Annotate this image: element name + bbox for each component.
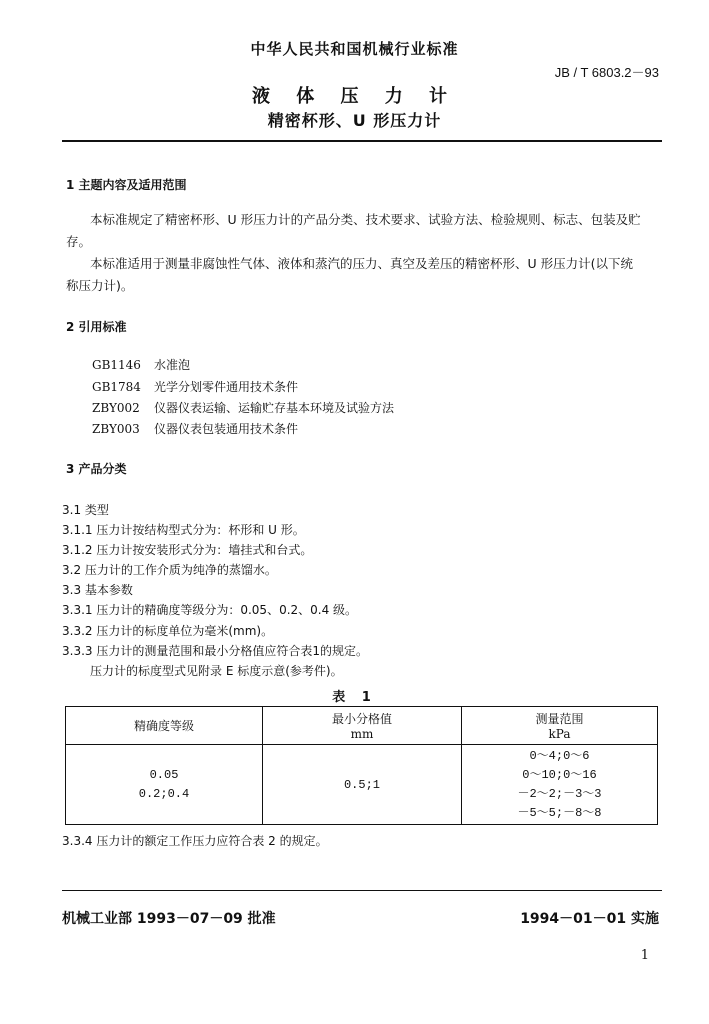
clause-3-2: 3.2 压力计的工作介质为纯净的蒸馏水。 [62, 563, 277, 577]
section-2-heading: 2 引用标准 [66, 320, 127, 334]
document-title: 液 体 压 力 计 [251, 86, 458, 107]
section-1-para-2-line-2: 称压力计)。 [66, 278, 134, 293]
clause-3-1-1: 3.1.1 压力计按结构型式分为：杯形和 U 形。 [62, 523, 305, 537]
range-cell [462, 745, 658, 825]
reference-item [92, 399, 394, 416]
reference-title: 水准泡 [154, 358, 191, 372]
clause-3-1: 3.1 类型 [62, 503, 109, 517]
clause-3-3-1: 3.3.1 压力计的精确度等级分为：0.05、0.2、0.4 级。 [62, 603, 358, 617]
header-division [263, 707, 462, 745]
range-value: －5～5;－8～8 [517, 805, 602, 820]
accuracy-value: 0.2;0.4 [138, 786, 190, 801]
reference-title: 仪器仪表包装通用技术条件 [154, 422, 299, 436]
clause-3-1-2: 3.1.2 压力计按安装形式分为：墙挂式和台式。 [62, 543, 313, 557]
approval-line: 机械工业部 1993－07－09 批准 [62, 911, 276, 927]
accuracy-cell [66, 745, 263, 825]
accuracy-value: 0.05 [149, 767, 179, 782]
page-number: 1 [640, 948, 649, 963]
range-value: 0～4;0～6 [529, 748, 590, 763]
reference-title: 光学分划零件通用技术条件 [154, 380, 299, 394]
table-header-row [66, 707, 658, 745]
clause-3-3-3-note: 压力计的标度型式见附录 E 标度示意(参考件)。 [90, 664, 343, 678]
reference-item [92, 378, 298, 395]
header-range-label: 测量范围 [535, 712, 584, 726]
clause-3-3: 3.3 基本参数 [62, 583, 133, 597]
header-range-unit: kPa [548, 727, 571, 741]
document-subtitle: 精密杯形、U 形压力计 [267, 111, 442, 130]
reference-code: ZBY002 [92, 401, 140, 415]
reference-title: 仪器仪表运输、运输贮存基本环境及试验方法 [154, 401, 395, 415]
implementation-line: 1994－01－01 实施 [520, 911, 659, 927]
header-accuracy: 精确度等级 [66, 707, 263, 745]
header-range [462, 707, 658, 745]
table-1 [65, 706, 658, 825]
header-division-unit: mm [350, 727, 374, 741]
clause-3-3-3: 3.3.3 压力计的测量范围和最小分格值应符合表1的规定。 [62, 644, 368, 658]
range-value: －2～2;－3～3 [517, 786, 602, 801]
clause-3-3-2: 3.3.2 压力计的标度单位为毫米(mm)。 [62, 624, 274, 638]
division-cell: 0.5;1 [263, 745, 462, 825]
clause-3-3-4: 3.3.4 压力计的额定工作压力应符合表 2 的规定。 [62, 834, 328, 848]
standard-code: JB / T 6803.2－93 [554, 65, 659, 80]
reference-code: GB1146 [92, 358, 141, 372]
reference-code: GB1784 [92, 380, 141, 394]
section-3-heading: 3 产品分类 [66, 462, 127, 476]
reference-item [92, 420, 298, 437]
header-divider [62, 140, 662, 142]
section-1-para-1-line-1: 本标准规定了精密杯形、U 形压力计的产品分类、技术要求、试验方法、检验规则、标志、包装及贮 [90, 212, 641, 227]
section-1-para-2-line-1: 本标准适用于测量非腐蚀性气体、液体和蒸汽的压力、真空及差压的精密杯形、U 形压力计(以下统 [90, 256, 634, 271]
footer-divider [62, 890, 662, 891]
issuing-body: 中华人民共和国机械行业标准 [250, 40, 459, 58]
header-division-label: 最小分格值 [331, 712, 392, 726]
section-1-para-1-line-2: 存。 [66, 234, 92, 249]
table-row [66, 745, 658, 825]
range-value: 0～10;0～16 [522, 767, 597, 782]
reference-item [92, 356, 190, 373]
section-1-heading: 1 主题内容及适用范围 [66, 178, 187, 192]
table-1-caption: 表 1 [332, 690, 377, 705]
reference-code: ZBY003 [92, 422, 140, 436]
